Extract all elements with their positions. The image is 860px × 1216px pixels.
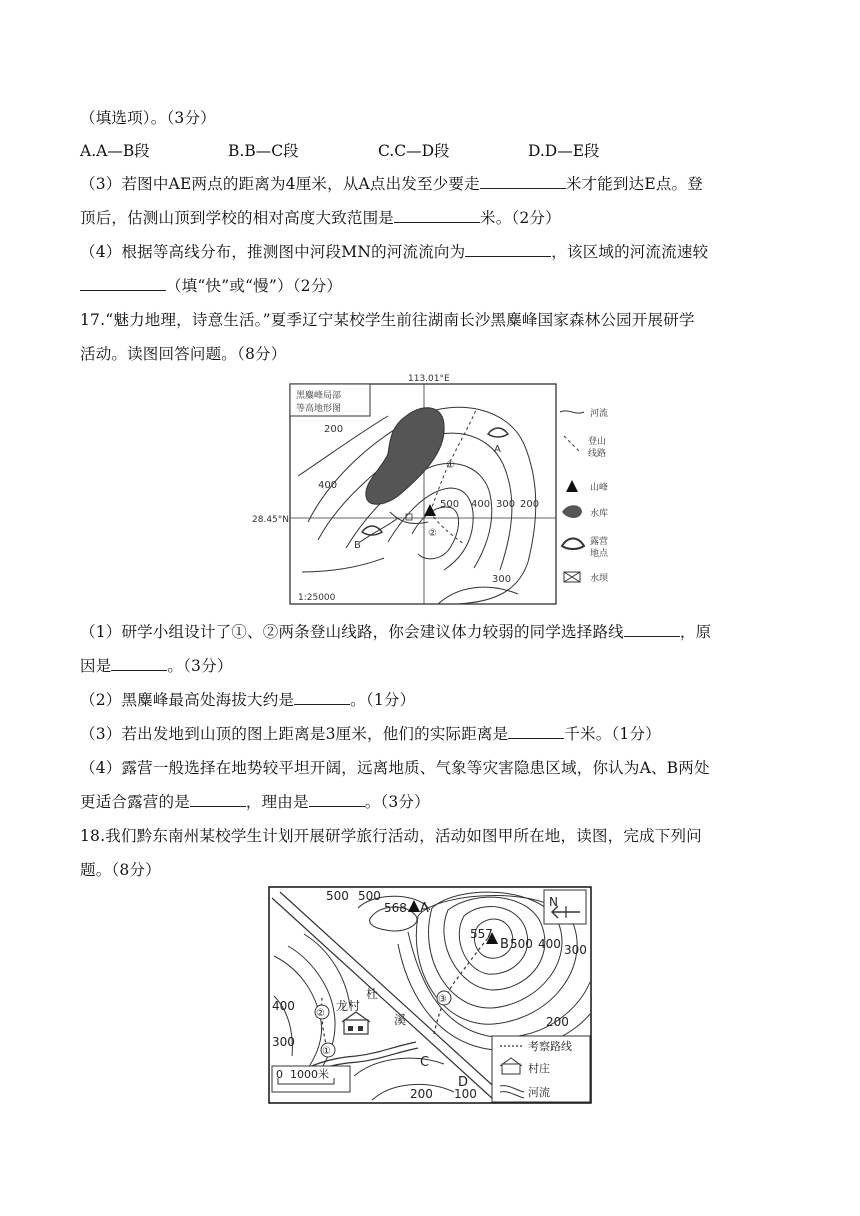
answer-blank[interactable]: [394, 208, 480, 223]
heimifeng-contour-map: [252, 372, 618, 608]
map-title-line2: 等高地形图: [296, 404, 342, 414]
question-3-line1: （3）若图中AE两点的距离为4厘米，从A点出发至少要走 米才能到达E点。登: [80, 175, 703, 193]
point-c-label: C: [420, 1055, 430, 1070]
contour-label: 500: [510, 937, 533, 951]
contour-label: 400: [538, 937, 561, 951]
question-4-line1: （4）根据等高线分布，推测图中河段MN的河流流向为 ，该区域的河流流速较: [80, 243, 709, 261]
contour-label: 200: [410, 1087, 433, 1101]
answer-blank[interactable]: [480, 174, 566, 189]
answer-blank[interactable]: [624, 622, 680, 637]
legend-dam: 水坝: [590, 574, 609, 584]
legend-route: 登山: [588, 437, 607, 447]
camp-a-label: A: [494, 444, 501, 455]
option-a: A.A—B段: [80, 142, 150, 160]
legend-route2: 线路: [588, 449, 607, 459]
longitude-label: 113.01°E: [408, 374, 450, 384]
contour-label: 500: [358, 889, 381, 903]
contour-label: 200: [520, 499, 540, 510]
legend-river: 河流: [528, 1086, 550, 1099]
contour-label: 500: [440, 499, 460, 510]
legend-peak: 山峰: [590, 483, 609, 493]
river-name-1: 杜: [366, 987, 379, 1001]
contour-label: 100: [454, 1087, 477, 1101]
latitude-label: 28.45°N: [252, 515, 289, 525]
answer-blank[interactable]: [190, 792, 246, 807]
contour-label: 400: [272, 999, 295, 1013]
contour-label: 200: [324, 424, 344, 435]
contour-label: 200: [546, 1015, 569, 1029]
sub-question-4-line1: （4）露营一般选择在地势较平坦开阔，远离地质、气象等灾害隐患区域，你认为A、B两处: [80, 759, 710, 777]
study-trip-contour-map: [268, 886, 594, 1106]
contour-label: 400: [471, 499, 491, 510]
point-d-label: D: [458, 1075, 469, 1090]
sub-question-1-line1: （1）研学小组设计了①、②两条登山线路，你会建议体力较弱的同学选择路线 ，原: [80, 623, 712, 641]
answer-blank[interactable]: [508, 724, 564, 739]
village-label: 龙村: [336, 999, 361, 1013]
option-b: B.B—C段: [228, 142, 299, 160]
question-18-line1: 18.我们黔东南州某校学生计划开展研学旅行活动，活动如图甲所在地，读图，完成下列问: [80, 827, 702, 845]
sub-question-3: （3）若出发地到山顶的图上距离是3厘米，他们的实际距离是 千米。（1分）: [80, 725, 661, 743]
legend-camp: 露营: [590, 537, 609, 547]
scale-label: 1:25000: [298, 593, 336, 603]
route-1-label: ①: [322, 1046, 331, 1057]
answer-blank[interactable]: [80, 276, 166, 291]
sub-question-2: （2）黑麋峰最高处海拔大约是 。（1分）: [80, 691, 416, 709]
answer-blank[interactable]: [294, 690, 350, 705]
scale-label: 1000米: [290, 1068, 329, 1081]
answer-blank[interactable]: [309, 792, 365, 807]
legend-reservoir: 水库: [590, 509, 609, 519]
legend-river: 河流: [590, 409, 609, 419]
peak-a-elevation: 568: [384, 901, 407, 915]
contour-label: 400: [318, 480, 338, 491]
camp-b-label: B: [354, 540, 361, 551]
option-d: D.D—E段: [528, 142, 600, 160]
peak-b-elevation: 557: [470, 927, 493, 941]
sub-question-1-line2: 因是 。（3分）: [80, 657, 233, 675]
legend-village: 村庄: [528, 1062, 550, 1075]
question-3-line2: 顶后，估测山顶到学校的相对高度大致范围是 米。（2分）: [80, 209, 561, 227]
option-c: C.C—D段: [378, 142, 450, 160]
contour-label: 300: [492, 574, 512, 585]
map-title-line1: 黑麋峰局部: [296, 391, 342, 401]
legend-camp2: 地点: [590, 549, 609, 559]
legend-route: 考察路线: [528, 1040, 572, 1053]
contour-label: 300: [564, 943, 587, 957]
peak-b-label: B: [500, 937, 509, 952]
peak-a-label: A: [420, 901, 429, 916]
answer-blank[interactable]: [111, 656, 167, 671]
route-2-label: ②: [316, 1008, 325, 1019]
scale-zero: 0: [276, 1068, 283, 1081]
line-fill-option: （填选项）。（3分）: [80, 109, 216, 127]
north-label: N: [549, 895, 558, 909]
question-17-line1: 17.“魅力地理，诗意生活。”夏季辽宁某校学生前往湖南长沙黑麋峰国家森林公园开展研学: [80, 311, 695, 329]
question-18-line2: 题。（8分）: [80, 861, 161, 879]
route-1-label: ①: [446, 460, 455, 471]
question-17-line2: 活动。读图回答问题。（8分）: [80, 345, 287, 363]
river-name-2: 溪: [394, 1013, 407, 1027]
route-2-label: ②: [428, 528, 437, 539]
sub-question-4-line2: 更适合露营的是 ，理由是 。（3分）: [80, 793, 430, 811]
contour-label: 500: [326, 889, 349, 903]
contour-label: 300: [272, 1035, 295, 1049]
question-4-line2: （填“快”或“慢”）（2分）: [80, 274, 342, 296]
contour-label: 300: [496, 499, 516, 510]
route-3-label: ③: [438, 994, 447, 1005]
answer-blank[interactable]: [465, 242, 551, 257]
